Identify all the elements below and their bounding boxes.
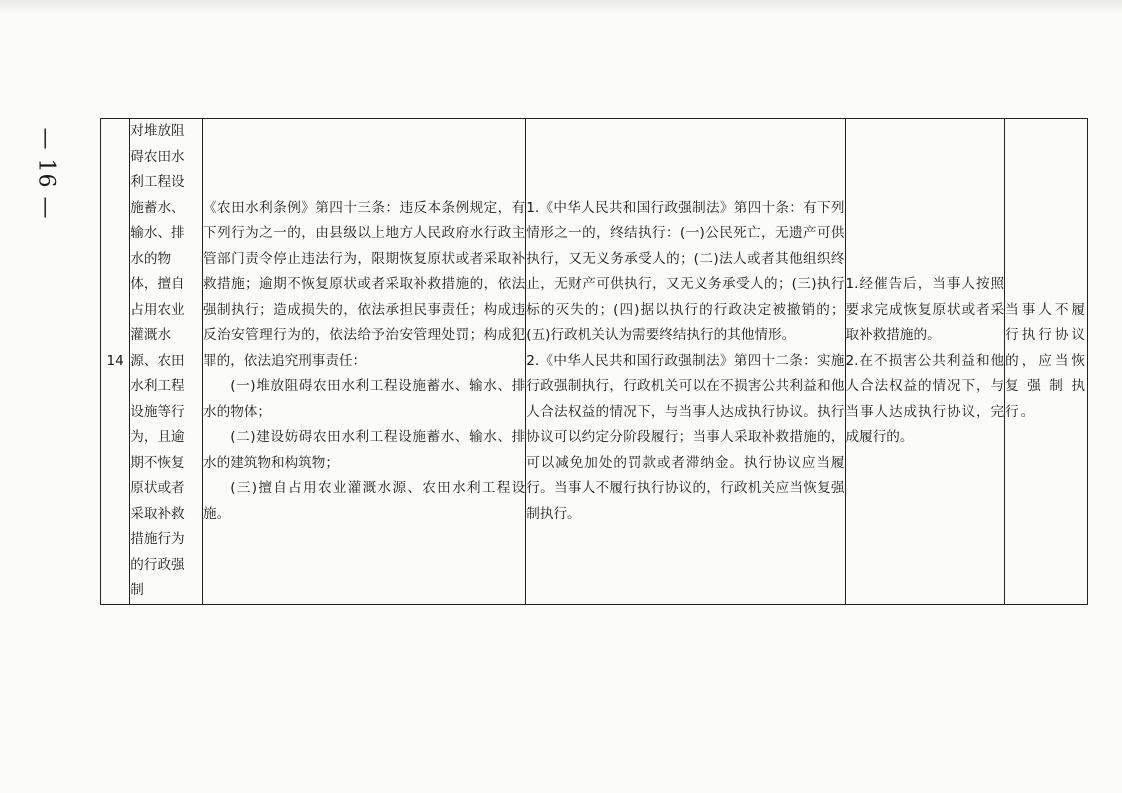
page-number: [28, 128, 64, 218]
item-name: 对堆放阻 碍农田水 利工程设 施蓄水、 输水、排 水的物 体，擅自 占用农业 灌溉水 源、农田 水利工程 设施等行 为，且逾 期不恢复 原状或者 采取补救 措施行为 的行政强 制: [130, 123, 185, 598]
legal-basis-item-1: (一)堆放阻碍农田水利工程设施蓄水、输水、排水的物体；: [203, 378, 526, 420]
legal-basis-item-3: (三)擅自占用农业灌溉水源、农田水利工程设施。: [203, 480, 526, 522]
page-top-edge: [0, 0, 1122, 14]
page-number-text: — 16 —: [33, 127, 59, 219]
law-article-40: 1.《中华人民共和国行政强制法》第四十条：有下列情形之一的，终结执行：(一)公民死亡，无遗产可供执行，又无义务承受人的；(二)法人或者其他组织终止，无财产可供执行，又无义务承受人的；(三)执行标的灭失的；(四)据以执行的行政决定被撤销的；(五)行政机关认为需要终结执行的其他情形。: [526, 199, 845, 343]
law-article-42: 2.《中华人民共和国行政强制法》第四十二条：实施行政强制执行，行政机关可以在不损害公共利益和他人合法权益的情况下，与当事人达成执行协议。执行协议可以约定分阶段履行；当事人采取补救措施的，可以减免加处的罚款或者滞纳金。执行协议应当履行。当事人不履行执行协议的，行政机关应当恢复强制执行。: [526, 352, 845, 522]
table-row: [101, 119, 1088, 605]
row-index: 14: [106, 352, 124, 369]
condition-1: 1.经催告后，当事人按照要求完成恢复原状或者采取补救措施的。: [845, 276, 1005, 343]
row-index-cell: [101, 119, 130, 605]
legal-basis-item-2: (二)建设妨碍农田水利工程设施蓄水、输水、排水的建筑物和构筑物；: [203, 429, 526, 471]
result-text: 当事人不履行执行协议的，应当恢复强制执行。: [1005, 301, 1087, 420]
legal-basis-cell: [203, 119, 526, 605]
conditions-cell: [845, 119, 1005, 605]
item-name-cell: [130, 119, 203, 605]
result-cell: [1005, 119, 1088, 605]
condition-2: 2.在不损害公共利益和他人合法权益的情况下，与当事人达成执行协议，完成履行的。: [845, 352, 1005, 445]
enforcement-table: [100, 118, 1088, 605]
enforcement-law-cell: [526, 119, 845, 605]
legal-basis-main: 《农田水利条例》第四十三条：违反本条例规定，有下列行为之一的，由县级以上地方人民政府水行政主管部门责令停止违法行为，限期恢复原状或者采取补救措施；逾期不恢复原状或者采取补救措施的，依法强制执行；造成损失的，依法承担民事责任；构成违反治安管理行为的，依法给予治安管理处罚；构成犯罪的，依法追究刑事责任：: [203, 199, 526, 369]
